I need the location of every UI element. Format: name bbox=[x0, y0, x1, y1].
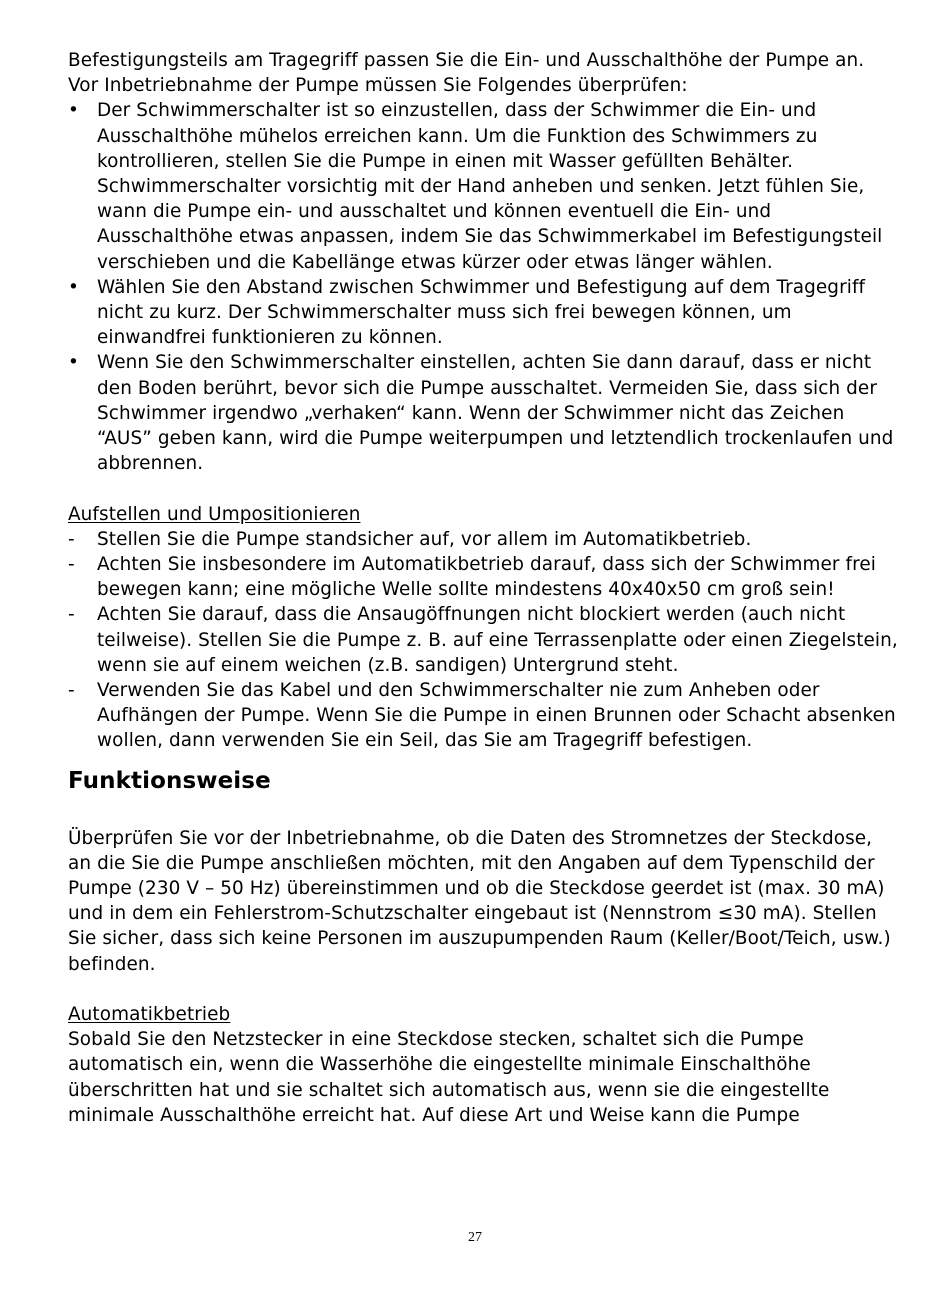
list-item bbox=[68, 275, 898, 351]
intro-checklist-lead: Vor Inbetriebnahme der Pumpe müssen Sie Folgendes überprüfen: bbox=[68, 75, 688, 97]
list-item bbox=[68, 98, 898, 274]
list-item-text: Wenn Sie den Schwimmerschalter einstellen, achten Sie dann darauf, dass er nicht den Boden berührt, bevor sich die Pumpe ausschaltet. Vermeiden Sie, dass sich der Schwimmer irgendwo „verhaken“ kann. Wenn der Schwimmer nicht das Zeichen “AUS” geben kann, wird die Pumpe weiterpumpen und letztendlich trockenlaufen und abbrennen. bbox=[97, 352, 894, 475]
list-item-text: Verwenden Sie das Kabel und den Schwimmerschalter nie zum Anheben oder Aufhängen der Pumpe. Wenn Sie die Pumpe in einen Brunnen oder Schacht absenken wollen, dann verwenden Sie ein Seil, das Sie am Tragegriff befestigen. bbox=[97, 680, 896, 752]
list-item-text: Stellen Sie die Pumpe standsicher auf, vor allem im Automatikbetrieb. bbox=[97, 528, 752, 550]
auto-paragraph: Sobald Sie den Netzstecker in eine Steckdose stecken, schaltet sich die Pumpe automatisch ein, wenn die Wasserhöhe die eingestellte minimale Einschalthöhe überschritten hat und sie schaltet sich automatisch aus, wenn sie die eingestellte minimale Ausschalthöhe erreicht hat. Auf diese Art und Weise kann die Pumpe bbox=[68, 1029, 830, 1126]
bullet-marker: • bbox=[68, 352, 79, 374]
list-item-text: Der Schwimmerschalter ist so einzustellen, dass der Schwimmer die Ein- und Ausschalthöhe mühelos erreichen kann. Um die Funktion des Schwimmers zu kontrollieren, stellen Sie die Pumpe in einen mit Wasser gefüllten Behälter. Schwimmerschalter vorsichtig mit der Hand anheben und senken. Jetzt fühlen Sie, wann die Pumpe ein- und ausschaltet und können eventuell die Ein- und Ausschalthöhe etwas anpassen, indem Sie das Schwimmerkabel im Befestigungsteil verschieben und die Kabellänge etwas kürzer oder etwas länger wählen. bbox=[97, 100, 883, 273]
spacer bbox=[68, 977, 898, 1002]
page-number: 27 bbox=[468, 1230, 482, 1245]
dash-marker: - bbox=[68, 680, 75, 702]
check-list bbox=[68, 98, 898, 476]
dash-marker: - bbox=[68, 554, 75, 576]
list-item bbox=[68, 552, 898, 602]
setup-list bbox=[68, 527, 898, 754]
list-item-text: Achten Sie insbesondere im Automatikbetrieb darauf, dass sich der Schwimmer frei bewegen kann; eine mögliche Welle sollte mindestens 40x40x50 cm groß sein! bbox=[97, 554, 876, 601]
document-page bbox=[68, 48, 898, 1128]
section-heading: Funktionsweise bbox=[68, 767, 271, 794]
bullet-marker: • bbox=[68, 100, 79, 122]
spacer bbox=[68, 754, 898, 766]
setup-subheading: Aufstellen und Umpositionieren bbox=[68, 503, 361, 525]
dash-marker: - bbox=[68, 528, 75, 550]
list-item bbox=[68, 678, 898, 754]
list-item bbox=[68, 350, 898, 476]
function-paragraph: Überprüfen Sie vor der Inbetriebnahme, ob die Daten des Stromnetzes der Steckdose, an die Sie die Pumpe anschließen möchten, mit den Angaben auf dem Typenschild der Pumpe (230 V – 50 Hz) übereinstimmen und ob die Steckdose geerdet ist (max. 30 mA) und in dem ein Fehlerstrom-Schutzschalter eingebaut ist (Nennstrom ≤30 mA). Stellen Sie sicher, dass sich keine Personen im auszupumpenden Raum (Keller/Boot/Teich, usw.) befinden. bbox=[68, 827, 891, 975]
auto-subheading: Automatikbetrieb bbox=[68, 1004, 231, 1026]
intro-paragraph: Befestigungsteils am Tragegriff passen Sie die Ein- und Ausschalthöhe der Pumpe an. bbox=[68, 50, 865, 71]
bullet-marker: • bbox=[68, 276, 79, 298]
list-item bbox=[68, 602, 898, 678]
list-item-text: Achten Sie darauf, dass die Ansaugöffnungen nicht blockiert werden (auch nicht teilweise). Stellen Sie die Pumpe z. B. auf eine Terrassenplatte oder einen Ziegelstein, wenn sie auf einem weichen (z.B. sandigen) Untergrund steht. bbox=[97, 604, 898, 676]
list-item bbox=[68, 527, 898, 552]
dash-marker: - bbox=[68, 604, 75, 626]
list-item-text: Wählen Sie den Abstand zwischen Schwimmer und Befestigung auf dem Tragegriff nicht zu kurz. Der Schwimmerschalter muss sich frei bewegen können, um einwandfrei funktionieren zu können. bbox=[97, 276, 866, 349]
spacer bbox=[68, 796, 898, 826]
spacer bbox=[68, 476, 898, 501]
